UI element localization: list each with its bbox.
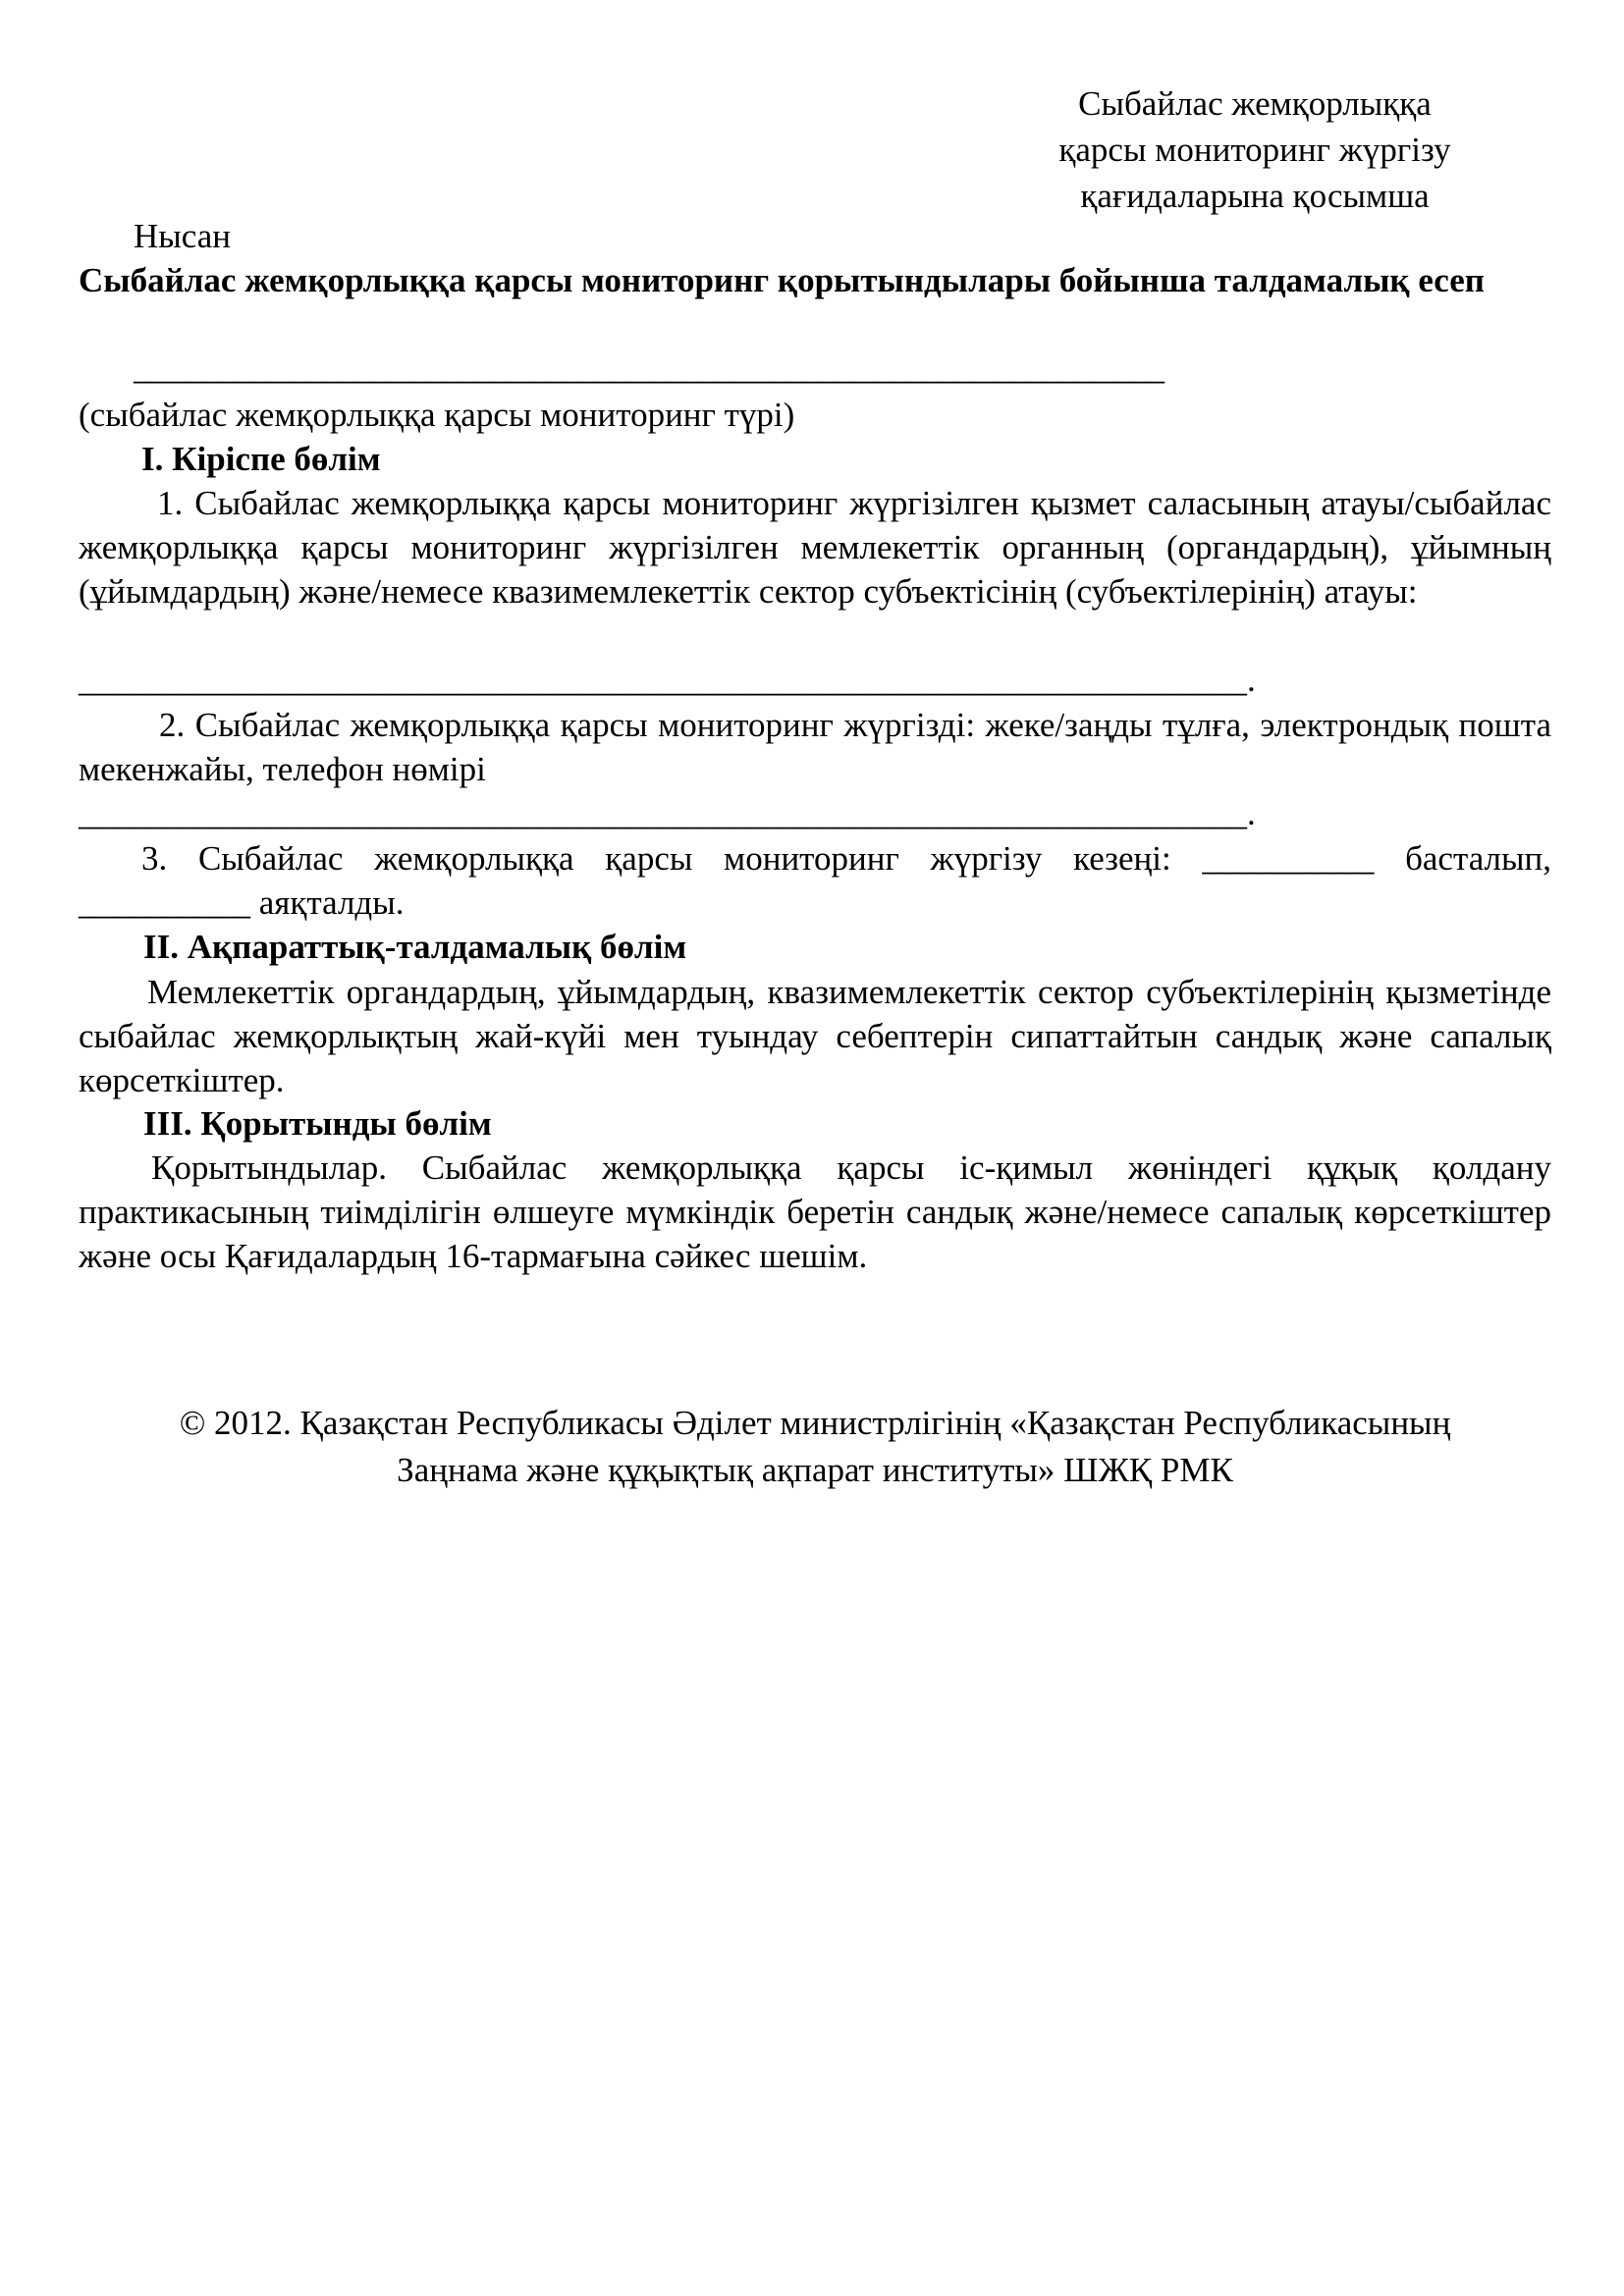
copyright-notice: [79, 1400, 1551, 1494]
copyright-line-1: © 2012. Қазақстан Республикасы Әділет министрлігінің «Қазақстан Республикасының: [179, 1404, 1451, 1442]
form-label: Нысан: [134, 217, 232, 255]
section1-item2-text: 2. Сыбайлас жемқорлыққа қарсы мониторинг жүргізді: жеке/заңды тұлға, электрондық пошта мекенжайы, телефон нөмірі: [79, 706, 1551, 788]
section1-item2-blank: ____________________________________________________________________.: [79, 794, 1256, 832]
annex-line-2: қарсы мониторинг жүргізу: [1058, 131, 1451, 169]
section2-heading: II. Ақпараттық-талдамалық бөлім: [143, 928, 687, 966]
section3-text: Қорытындылар. Сыбайлас жемқорлыққа қарсы іс-қимыл жөніндегі құқық қолдану практикасының тиімділігін өлшеуге мүмкіндік беретін сандық және/немесе сапалық көрсеткіштер және осы Қағидалардың 16-тармағына сәйкес шешім.: [79, 1148, 1551, 1275]
section2-text: Мемлекеттік органдардың, ұйымдардың, квазимемлекеттік сектор субъектілерінің қызметінде сыбайлас жемқорлықтың жай-күйі мен туындау себептерін сипаттайтын сандық және сапалық көрсеткіштер.: [79, 973, 1551, 1099]
monitoring-type-caption: (сыбайлас жемқорлыққа қарсы мониторинг түрі): [79, 396, 795, 434]
annex-line-1: Сыбайлас жемқорлыққа: [1078, 84, 1432, 123]
section1-item3-text: 3. Сыбайлас жемқорлыққа қарсы мониторинг жүргізу кезеңі: __________ басталып, __________ аяқталды.: [79, 839, 1551, 922]
section1-item1-text: 1. Сыбайлас жемқорлыққа қарсы мониторинг жүргізілген қызмет саласының атауы/сыбайлас жемқорлыққа қарсы мониторинг жүргізілген мемлекеттік органның (органдардың), ұйымның (ұйымдардың) және/немесе квазимемлекеттік сектор субъектісінің (субъектілерінің) атауы:: [79, 484, 1551, 611]
section3-heading: III. Қорытынды бөлім: [143, 1104, 492, 1143]
annex-line-3: қағидаларына қосымша: [1080, 177, 1430, 215]
section1-item1-blank: ____________________________________________________________________.: [79, 661, 1256, 699]
section1-heading: I. Кіріспе бөлім: [141, 440, 381, 478]
document-title: Сыбайлас жемқорлыққа қарсы мониторинг қорытындылары бойынша талдамалық есеп: [79, 261, 1485, 299]
copyright-line-2: Заңнама және құқықтық ақпарат институты» ШЖҚ РМК: [397, 1451, 1233, 1489]
annex-note: [1009, 80, 1500, 219]
monitoring-type-blank: ____________________________________________________________: [134, 348, 1164, 387]
